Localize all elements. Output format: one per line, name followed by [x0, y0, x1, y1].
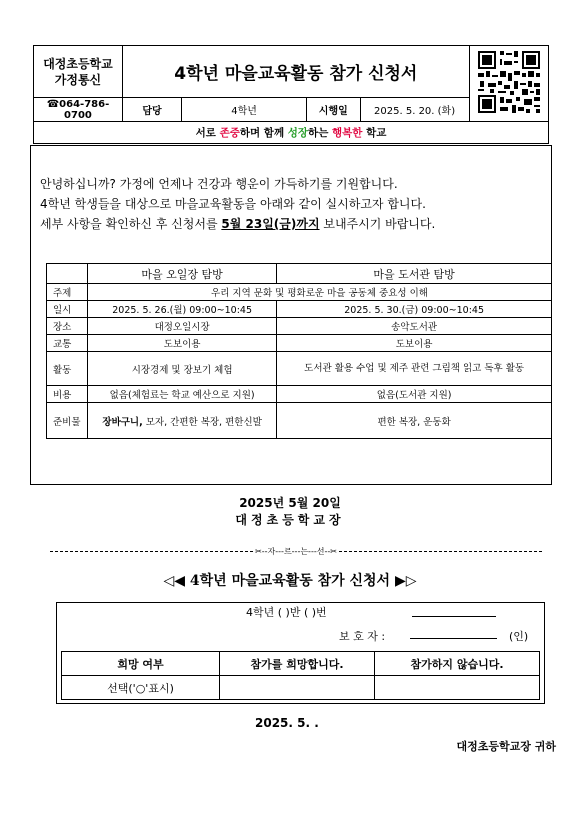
participation-choice-table — [61, 651, 540, 700]
cell: 2025. 5. 26.(월) 09:00~10:45 — [88, 301, 277, 318]
table-row — [47, 284, 552, 301]
cell: 편한 복장, 운동화 — [277, 403, 552, 439]
school-name: 대정초등학교 — [43, 56, 113, 71]
cell: 도보이용 — [88, 335, 277, 352]
cell — [88, 403, 277, 439]
school-slogan — [34, 122, 549, 144]
cell: 도서관 활용 수업 및 제주 관련 그림책 읽고 독후 활동 — [277, 352, 552, 386]
program-table — [46, 263, 552, 439]
row-label: 비용 — [47, 386, 88, 403]
submit-date: 2025. 5. . — [255, 716, 319, 730]
issue-date-value: 2025. 5. 20. (화) — [360, 98, 469, 122]
slogan-text: 학교 — [362, 127, 387, 139]
slogan-happy: 행복한 — [332, 127, 363, 139]
manager-label: 담당 — [122, 98, 181, 122]
row-label: 활동 — [47, 352, 88, 386]
document-title: 4학년 마을교육활동 참가 신청서 — [122, 46, 469, 98]
row-label: 주제 — [47, 284, 88, 301]
cut-line-text: ✂--자---르---는---선--✂ — [255, 546, 337, 556]
guardian-field-line[interactable] — [410, 638, 497, 639]
choice-no-cell[interactable] — [375, 676, 540, 700]
slogan-text: 하며 함께 — [239, 127, 288, 139]
table-row — [47, 352, 552, 386]
cell: 시장경제 및 장보기 체험 — [88, 352, 277, 386]
qr-code-icon — [476, 49, 542, 115]
cell: 없음(도서관 지원) — [277, 386, 552, 403]
form-title: ◁◀ 4학년 마을교육활동 참가 신청서 ▶▷ — [163, 573, 417, 589]
principal-signature: 대정초등학교장 — [235, 513, 345, 527]
row-label: 교통 — [47, 335, 88, 352]
intro-line: 4학년 학생들을 대상으로 마을교육활동을 아래와 같이 실시하고자 합니다. — [40, 197, 426, 211]
prep-text: 모자, 간편한 복장, 편한신발 — [142, 416, 262, 428]
choice-yes-label: 참가를 희망합니다. — [220, 652, 375, 676]
cut-line — [50, 545, 542, 557]
intro-text: 보내주시기 바랍니다. — [319, 217, 436, 231]
row-label: 준비물 — [47, 403, 88, 439]
table-row — [47, 335, 552, 352]
prep-highlight: 장바구니, — [102, 416, 143, 428]
row-label: 장소 — [47, 318, 88, 335]
phone-number: ☎064-786-0700 — [34, 98, 123, 122]
cell: 대정오일시장 — [88, 318, 277, 335]
choice-yes-cell[interactable] — [220, 676, 375, 700]
guardian-label: 보 호 자 : — [339, 630, 386, 643]
name-field-line[interactable] — [412, 616, 496, 617]
issue-date-label: 시행일 — [307, 98, 360, 122]
col-library-tour: 마을 도서관 탐방 — [277, 264, 552, 284]
choice-no-label: 참가하지 않습니다. — [375, 652, 540, 676]
table-corner — [47, 264, 88, 284]
header-table — [33, 45, 549, 144]
qr-code-cell — [469, 46, 548, 122]
table-row — [47, 301, 552, 318]
manager-value: 4학년 — [182, 98, 307, 122]
cell: 도보이용 — [277, 335, 552, 352]
table-row — [47, 318, 552, 335]
intro-line: 안녕하십니까? 가정에 언제나 건강과 행운이 가득하기를 기원합니다. — [40, 177, 398, 191]
cell: 없음(체험료는 학교 예산으로 지원) — [88, 386, 277, 403]
slogan-growth: 성장 — [287, 127, 309, 139]
cell: 송악도서관 — [277, 318, 552, 335]
cell: 2025. 5. 30.(금) 09:00~10:45 — [277, 301, 552, 318]
grade-class-number: 4학년 ( )반 ( )번 — [246, 606, 327, 619]
school-name-cell — [34, 46, 123, 98]
col-market-tour: 마을 오일장 탐방 — [88, 264, 277, 284]
row-label: 일시 — [47, 301, 88, 318]
intro-paragraph — [40, 174, 435, 234]
addressee: 대정초등학교장 귀하 — [456, 740, 556, 753]
notice-date: 2025년 5월 20일 — [239, 496, 341, 510]
choice-header: 희망 여부 — [62, 652, 220, 676]
slogan-text: 서로 — [195, 127, 220, 139]
dashed-line — [50, 551, 253, 552]
newsletter-label: 가정통신 — [54, 72, 102, 87]
choice-row-label: 선택('○'표시) — [62, 676, 220, 700]
dashed-line — [339, 551, 542, 552]
deadline: 5월 23일(금)까지 — [221, 217, 320, 231]
slogan-respect: 존중 — [219, 127, 240, 139]
intro-line — [40, 214, 435, 234]
table-row — [47, 386, 552, 403]
seal-label: (인) — [509, 630, 529, 643]
cell: 우리 지역 문화 및 평화로운 마을 공동체 중요성 이해 — [88, 284, 552, 301]
intro-text: 세부 사항을 확인하신 후 신청서를 — [40, 217, 222, 231]
table-row — [47, 403, 552, 439]
slogan-text: 하는 — [308, 127, 332, 139]
